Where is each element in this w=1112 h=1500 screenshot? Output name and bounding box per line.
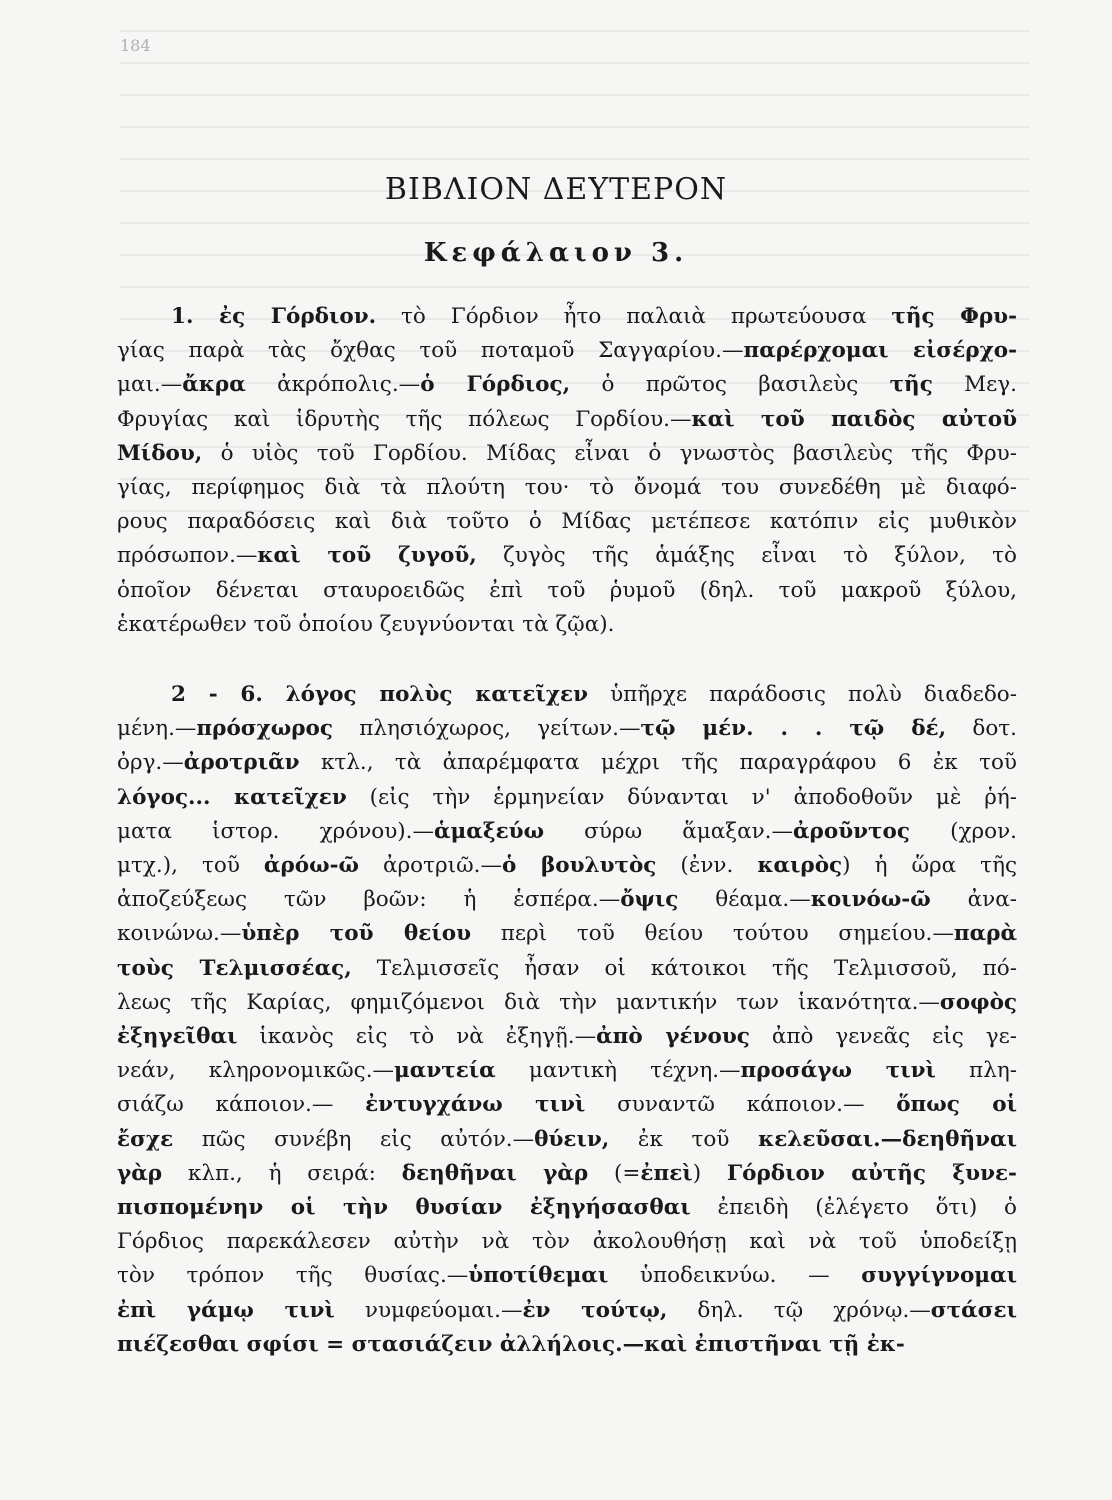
- gloss-text: ὁποῖον δένεται σταυροειδῶς ἐπὶ τοῦ ῥυμοῦ (δηλ. τοῦ μακροῦ ξύλου,: [117, 577, 1017, 603]
- text-line: [117, 1191, 1017, 1225]
- bold-lemma: κελεῦσαι.—δεηθῆναι: [758, 1126, 1017, 1152]
- bold-lemma: ἀπὸ γένους: [596, 1024, 750, 1049]
- gloss-text: πλησιόχωρος, γείτων.—: [332, 716, 641, 742]
- bold-lemma: ἀροῦντος: [793, 818, 910, 844]
- text-line: [117, 1328, 1017, 1362]
- gloss-text: μτχ.), τοῦ: [117, 853, 264, 878]
- text-line: [117, 815, 1017, 849]
- text-line: [117, 1020, 1017, 1054]
- bold-lemma: ἐντυγχάνω τινὶ: [365, 1092, 586, 1118]
- bold-lemma: λόγος... κατεῖχεν: [117, 784, 347, 810]
- text-line: [117, 883, 1017, 917]
- gloss-text: Μεγ.: [932, 372, 1017, 398]
- text-line: [117, 368, 1017, 402]
- gloss-text: ὀργ.—: [117, 750, 184, 776]
- gloss-text: Γόρδιος παρεκάλεσεν αὐτὴν νὰ τὸν ἀκολουθήσῃ καὶ νὰ τοῦ ὑποδείξῃ: [117, 1229, 1017, 1255]
- text-line: [117, 1054, 1017, 1088]
- gloss-text: περὶ τοῦ θείου τούτου σημείου.—: [471, 921, 954, 947]
- text-line: [171, 300, 1017, 334]
- bold-lemma: ὄψις: [620, 887, 679, 913]
- bold-lemma: παρὰ: [953, 921, 1017, 947]
- text-line: [117, 746, 1017, 780]
- gloss-text: θέαμα.—: [678, 887, 811, 913]
- text-line: [117, 471, 1017, 505]
- bold-lemma: καιρὸς: [757, 853, 843, 878]
- bold-lemma: ἀρόω-ῶ: [263, 853, 359, 878]
- gloss-text: μένη.—: [117, 716, 197, 742]
- bold-lemma: κοινόω-ῶ: [810, 887, 931, 913]
- bold-lemma: 1. ἐς Γόρδιον.: [171, 304, 377, 329]
- text-line: [117, 1157, 1017, 1191]
- bold-lemma: ὁ Γόρδιος,: [420, 372, 571, 398]
- gloss-text: ) ἡ ὥρα τῆς: [842, 853, 1018, 878]
- gloss-text: σιάζω κάποιον.—: [117, 1092, 366, 1118]
- gloss-text: κλπ., ἡ σειρά:: [162, 1160, 402, 1186]
- gloss-text: ἀπὸ γενεᾶς εἰς γε-: [749, 1024, 1017, 1049]
- gloss-text: ρους παραδόσεις καὶ διὰ τοῦτο ὁ Μίδας μετέπεσε κατόπιν εἰς μυθικὸν: [117, 509, 1017, 535]
- gloss-text: κτλ., τὰ ἀπαρέμφατα μέχρι τῆς παραγράφου 6 ἐκ τοῦ: [299, 750, 1017, 776]
- gloss-text: νυμφεύομαι.—: [334, 1297, 523, 1323]
- gloss-text: ἀροτριῶ.—: [358, 853, 502, 878]
- chapter-title: Κεφάλαιον 3.: [423, 238, 689, 268]
- gloss-text: πῶς συνέβη εἰς αὐτόν.—: [173, 1126, 535, 1152]
- bold-lemma: ὁ βουλυτὸς: [501, 853, 657, 878]
- gloss-text: μαντικὴ τέχνη.—: [495, 1058, 741, 1084]
- text-line: [117, 917, 1017, 951]
- text-line: [117, 403, 1017, 437]
- gloss-text: ἀνα-: [930, 887, 1017, 913]
- gloss-text: λεως τῆς Καρίας, φημιζόμενοι διὰ τὴν μαντικήν των ἱκανότητα.—: [117, 989, 940, 1015]
- bold-lemma: στάσει: [930, 1297, 1017, 1323]
- bold-lemma: δεηθῆναι γὰρ: [401, 1160, 589, 1186]
- bold-lemma: γὰρ: [117, 1160, 163, 1186]
- bold-lemma: μαντεία: [394, 1058, 496, 1084]
- text-line: [117, 437, 1017, 471]
- bold-lemma: πισπομένην οἱ τὴν θυσίαν ἐξηγήσασθαι: [117, 1195, 691, 1220]
- bold-lemma: τῆς Φρυ-: [891, 304, 1018, 329]
- gloss-text: μαι.—: [117, 372, 183, 398]
- bold-lemma: ὑποτίθεμαι: [468, 1263, 609, 1289]
- bold-lemma: ἔσχε: [117, 1126, 174, 1152]
- text-line: [117, 986, 1017, 1020]
- gloss-text: (ἐνν.: [656, 853, 758, 878]
- text-line: [117, 1294, 1017, 1328]
- gloss-text: δηλ. τῷ χρόνῳ.—: [667, 1297, 931, 1323]
- text-line: [117, 1225, 1017, 1259]
- gloss-text: (χρον.: [909, 818, 1017, 844]
- gloss-text: Τελμισσεῖς ἦσαν οἱ κάτοικοι τῆς Τελμισσοῦ, πό-: [351, 955, 1017, 981]
- gloss-text: ματα ἱστορ. χρόνου).—: [117, 818, 435, 844]
- gloss-text: (=: [588, 1160, 641, 1186]
- gloss-text: ζυγὸς τῆς ἁμάξης εἶναι τὸ ξύλον, τὸ: [476, 543, 1017, 569]
- text-line: [171, 678, 1017, 712]
- gloss-text: ἐπειδὴ (ἐλέγετο ὅτι) ὁ: [690, 1195, 1017, 1220]
- text-line: [117, 781, 1017, 815]
- text-line: [117, 574, 1017, 608]
- bold-lemma: τῷ μέν. . . τῷ δέ,: [640, 716, 947, 742]
- bold-lemma: πρόσχωρος: [196, 716, 333, 742]
- gloss-text: ὑποδεικνύω. —: [608, 1263, 862, 1289]
- gloss-text: ὁ πρῶτος βασιλεὺς: [570, 372, 890, 398]
- bold-lemma: Μίδου,: [117, 440, 203, 466]
- bold-lemma: συγγίγνομαι: [861, 1263, 1017, 1289]
- text-line: [117, 1088, 1017, 1122]
- gloss-text: ἱκανὸς εἰς τὸ νὰ ἐξηγῇ.—: [237, 1024, 597, 1049]
- bold-lemma: καὶ τοῦ παιδὸς αὐτοῦ: [691, 406, 1018, 432]
- text-line: [117, 608, 1017, 642]
- bold-lemma: ὅπως οἱ: [896, 1092, 1017, 1118]
- gloss-text: συναντῶ κάποιον.—: [585, 1092, 897, 1118]
- bold-lemma: ἐπὶ γάμῳ τινὶ: [117, 1297, 335, 1323]
- bold-lemma: ὑπὲρ τοῦ θείου: [241, 921, 472, 947]
- gloss-text: ἑκατέρωθεν τοῦ ὁποίου ζευγνύονται τὰ ζῷα).: [117, 611, 615, 637]
- bold-lemma: ἁμαξεύω: [434, 818, 545, 844]
- bold-lemma: παρέρχομαι εἰσέρχο-: [743, 338, 1018, 364]
- gloss-text: δοτ.: [946, 716, 1017, 742]
- gloss-text: Φρυγίας καὶ ἱδρυτὴς τῆς πόλεως Γορδίου.—: [117, 406, 692, 432]
- gloss-text: γίας, περίφημος διὰ τὰ πλούτη του· τὸ ὄνομά του συνεδέθη μὲ διαφό-: [117, 475, 1017, 500]
- gloss-text: σύρω ἅμαξαν.—: [544, 818, 794, 844]
- gloss-text: ἀκρόπολις.—: [245, 372, 421, 398]
- gloss-text: (εἰς τὴν ἑρμηνείαν δύνανται ν' ἀποδοθοῦν μὲ ῥή-: [346, 784, 1017, 810]
- gloss-text: πρόσωπον.—: [117, 543, 258, 569]
- gloss-text: ὑπῆρχε παράδοσις πολὺ διαδεδο-: [588, 682, 1018, 707]
- gloss-text: πλη-: [935, 1058, 1017, 1084]
- text-line: [117, 712, 1017, 746]
- gloss-text: ἐκ τοῦ: [609, 1126, 759, 1152]
- gloss-text: ): [692, 1160, 727, 1186]
- bold-lemma: ἐν τούτῳ,: [522, 1297, 668, 1323]
- book-title: ΒΙΒΛΙΟΝ ΔΕΥΤΕΡΟΝ: [384, 172, 728, 207]
- gloss-text: κοινώνω.—: [117, 921, 242, 947]
- text-line: [117, 849, 1017, 883]
- bold-lemma: ἐπεὶ: [640, 1160, 693, 1186]
- gloss-text: νεάν, κληρονομικῶς.—: [117, 1058, 395, 1084]
- text-line: [117, 952, 1017, 986]
- bold-lemma: ἐξηγεῖθαι: [117, 1024, 238, 1049]
- bold-lemma: Γόρδιον αὐτῆς ξυνε-: [726, 1160, 1017, 1186]
- gloss-text: ὁ υἱὸς τοῦ Γορδίου. Μίδας εἶναι ὁ γνωστὸς βασιλεὺς τῆς Φρυ-: [202, 440, 1017, 466]
- gloss-text: τὸν τρόπον τῆς θυσίας.—: [117, 1263, 469, 1289]
- text-line: [117, 334, 1017, 368]
- bold-lemma: προσάγω τινὶ: [740, 1058, 936, 1084]
- bold-lemma: θύειν,: [534, 1126, 610, 1152]
- text-line: [117, 539, 1017, 573]
- text-line: [117, 505, 1017, 539]
- text-line: [117, 1123, 1017, 1157]
- bold-lemma: τῆς: [889, 372, 933, 398]
- bold-lemma: καὶ τοῦ ζυγοῦ,: [257, 543, 477, 569]
- gloss-text: γίας παρὰ τὰς ὄχθας τοῦ ποταμοῦ Σαγγαρίου.—: [117, 338, 744, 364]
- page-number: 184: [120, 36, 151, 55]
- gloss-text: ἀποζεύξεως τῶν βοῶν: ἡ ἑσπέρα.—: [117, 887, 621, 913]
- bold-lemma: 2 - 6. λόγος πολὺς κατεῖχεν: [171, 682, 588, 707]
- bold-lemma: ἄκρα: [182, 372, 246, 398]
- bold-lemma: πιέζεσθαι σφίσι = στασιάζειν ἀλλήλοις.—καὶ ἐπιστῆναι τῇ ἐκ-: [117, 1331, 905, 1357]
- gloss-text: τὸ Γόρδιον ἦτο παλαιὰ πρωτεύουσα: [376, 304, 892, 329]
- bold-lemma: σοφὸς: [939, 989, 1017, 1015]
- bold-lemma: τοὺς Τελμισσέας,: [117, 955, 352, 981]
- text-line: [117, 1259, 1017, 1293]
- bold-lemma: ἀροτριᾶν: [183, 750, 300, 776]
